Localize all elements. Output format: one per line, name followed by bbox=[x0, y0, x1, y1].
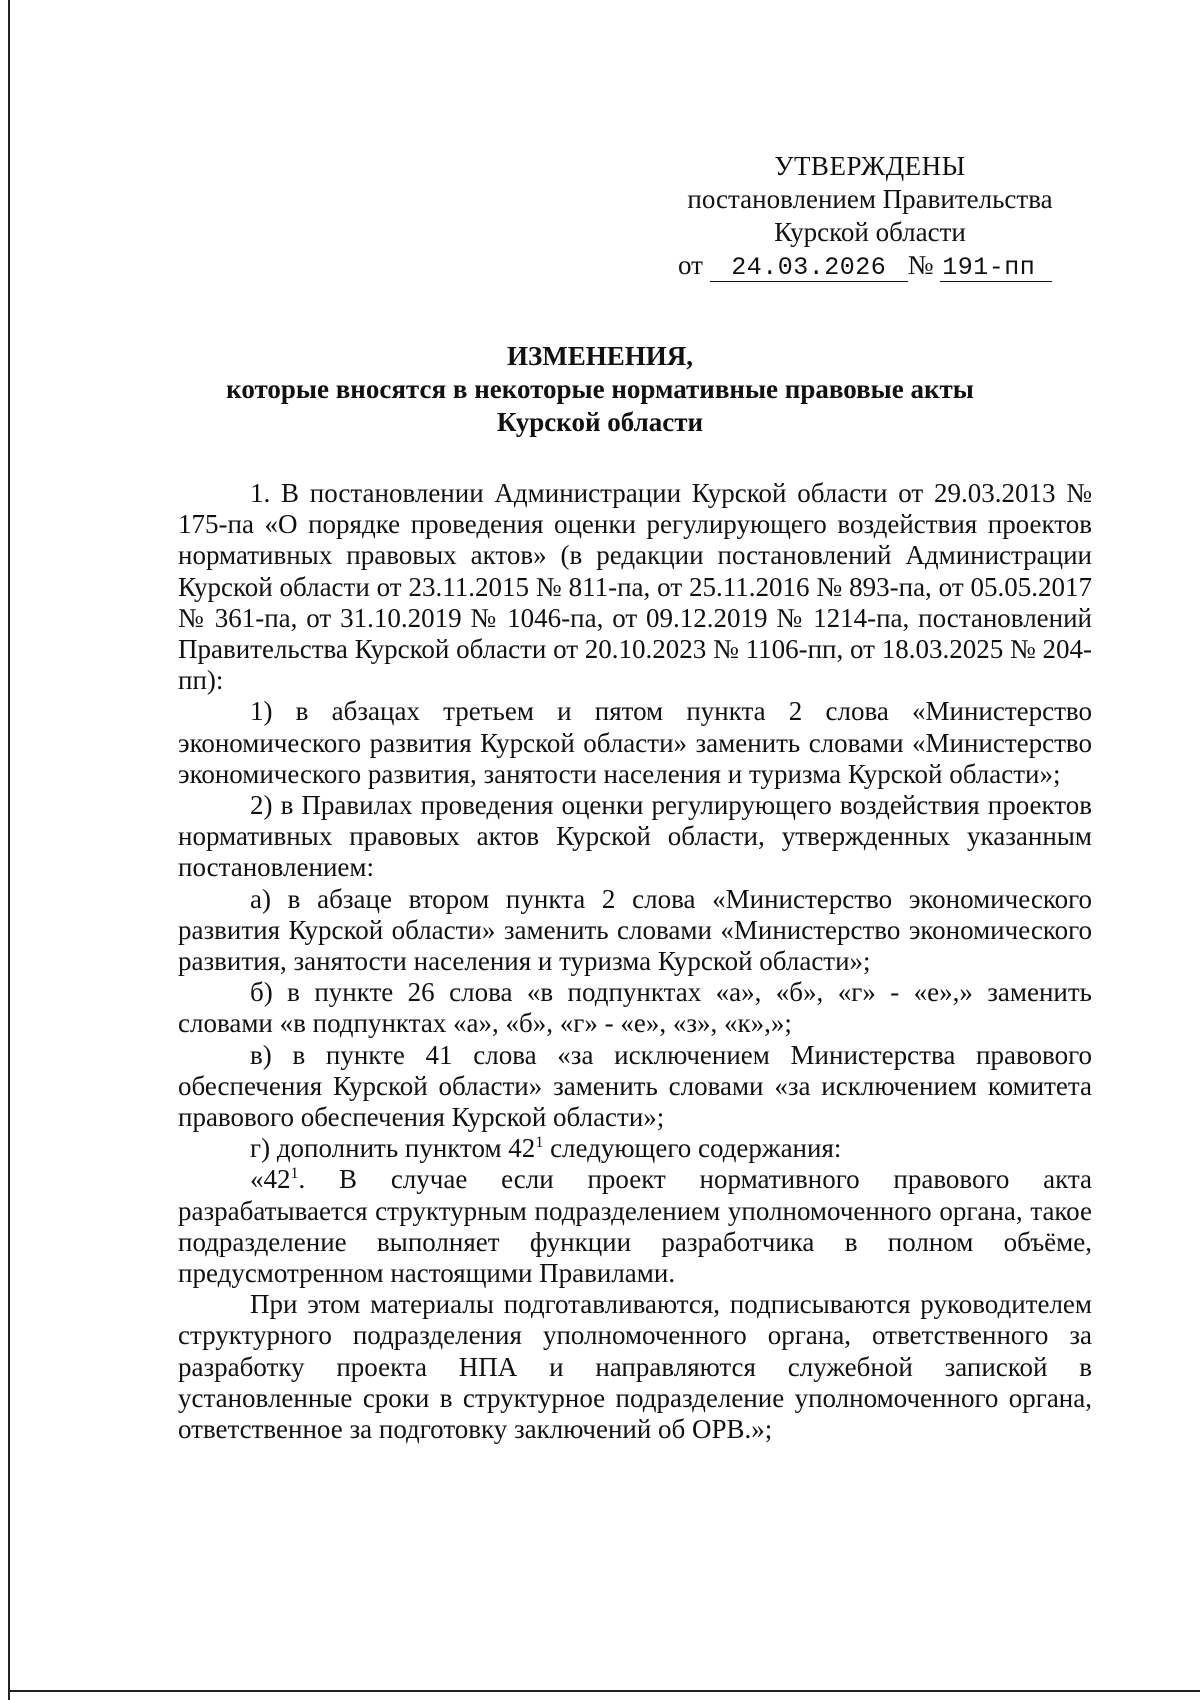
paragraph-9: При этом материалы подготавливаются, подписываются руководителем структурного подразделения уполномоченного органа, ответственного за разработку проекта НПА и направляются служебной запиской в установленные сроки в структурное подразделение уполномоченного органа, ответственное за подготовку заключений об ОРВ.»; bbox=[178, 1289, 1092, 1445]
paragraph-8 bbox=[178, 1164, 1092, 1289]
paragraph-8-text-b: . В случае если проект нормативного правового акта разрабатывается структурным подразделением уполномоченного органа, такое подразделение выполняет функции разработчика в полном объёме, предусмотренном настоящими Правилами. bbox=[178, 1164, 1092, 1289]
approval-date-line bbox=[660, 249, 1080, 282]
document-heading bbox=[150, 340, 1050, 439]
paragraph-2: 1) в абзацах третьем и пятом пункта 2 слова «Министерство экономического развития Курской области» заменить словами «Министерство экономического развития, занятости населения и туризма Курской области»; bbox=[178, 696, 1092, 789]
paragraph-8-text-a: «42 bbox=[250, 1164, 291, 1195]
paragraph-8-superscript: 1 bbox=[290, 1165, 299, 1183]
number-prefix: № bbox=[907, 250, 934, 280]
approval-block bbox=[660, 150, 1080, 282]
approval-date: 24.03.2026 bbox=[710, 255, 908, 282]
heading-title: ИЗМЕНЕНИЯ, bbox=[506, 341, 693, 371]
approval-title: УТВЕРЖДЕНЫ bbox=[774, 151, 966, 181]
heading-subtitle-1: которые вносятся в некоторые нормативные правовые акты bbox=[226, 374, 974, 404]
paragraph-1: 1. В постановлении Администрации Курской области от 29.03.2013 № 175-па «О порядке проведения оценки регулирующего воздействия проектов нормативных правовых актов» (в редакции постановлений Администрации Курской области от 23.11.2015 № 811-па, от 25.11.2016 № 893-па, от 05.05.2017 № 361-па, от 31.10.2019 № 1046-па, от 09.12.2019 № 1214-па, постановлений Правительства Курской области от 20.10.2023 № 1106-пп, от 18.03.2025 № 204-пп): bbox=[178, 478, 1092, 696]
left-border-line bbox=[8, 0, 10, 1700]
approval-line-2: Курской области bbox=[774, 217, 966, 247]
approval-line-1: постановлением Правительства bbox=[687, 184, 1053, 214]
paragraph-5: б) в пункте 26 слова «в подпунктах «а», «б», «г» - «е»,» заменить словами «в подпунктах «а», «б», «г» - «е», «з», «к»,»; bbox=[178, 977, 1092, 1039]
heading-subtitle-2: Курской области bbox=[496, 407, 704, 437]
bottom-border-line bbox=[8, 1690, 1200, 1692]
paragraph-4: а) в абзаце втором пункта 2 слова «Министерство экономического развития Курской области» заменить словами «Министерство экономического развития, занятости населения и туризма Курской области»; bbox=[178, 883, 1092, 977]
paragraph-3: 2) в Правилах проведения оценки регулирующего воздействия проектов нормативных правовых актов Курской области, утвержденных указанным постановлением: bbox=[178, 790, 1092, 883]
paragraph-6: в) в пункте 41 слова «за исключением Министерства правового обеспечения Курской области» заменить словами «за исключением комитета правового обеспечения Курской области»; bbox=[178, 1039, 1092, 1133]
approval-number: 191-пп bbox=[940, 255, 1052, 282]
document-body bbox=[178, 478, 1092, 1445]
paragraph-7-text-a: г) дополнить пунктом 42 bbox=[250, 1133, 536, 1164]
date-prefix: от bbox=[678, 250, 703, 280]
paragraph-7-text-b: следующего содержания: bbox=[543, 1133, 842, 1164]
paragraph-7-superscript: 1 bbox=[535, 1134, 544, 1152]
paragraph-7 bbox=[178, 1133, 1092, 1164]
